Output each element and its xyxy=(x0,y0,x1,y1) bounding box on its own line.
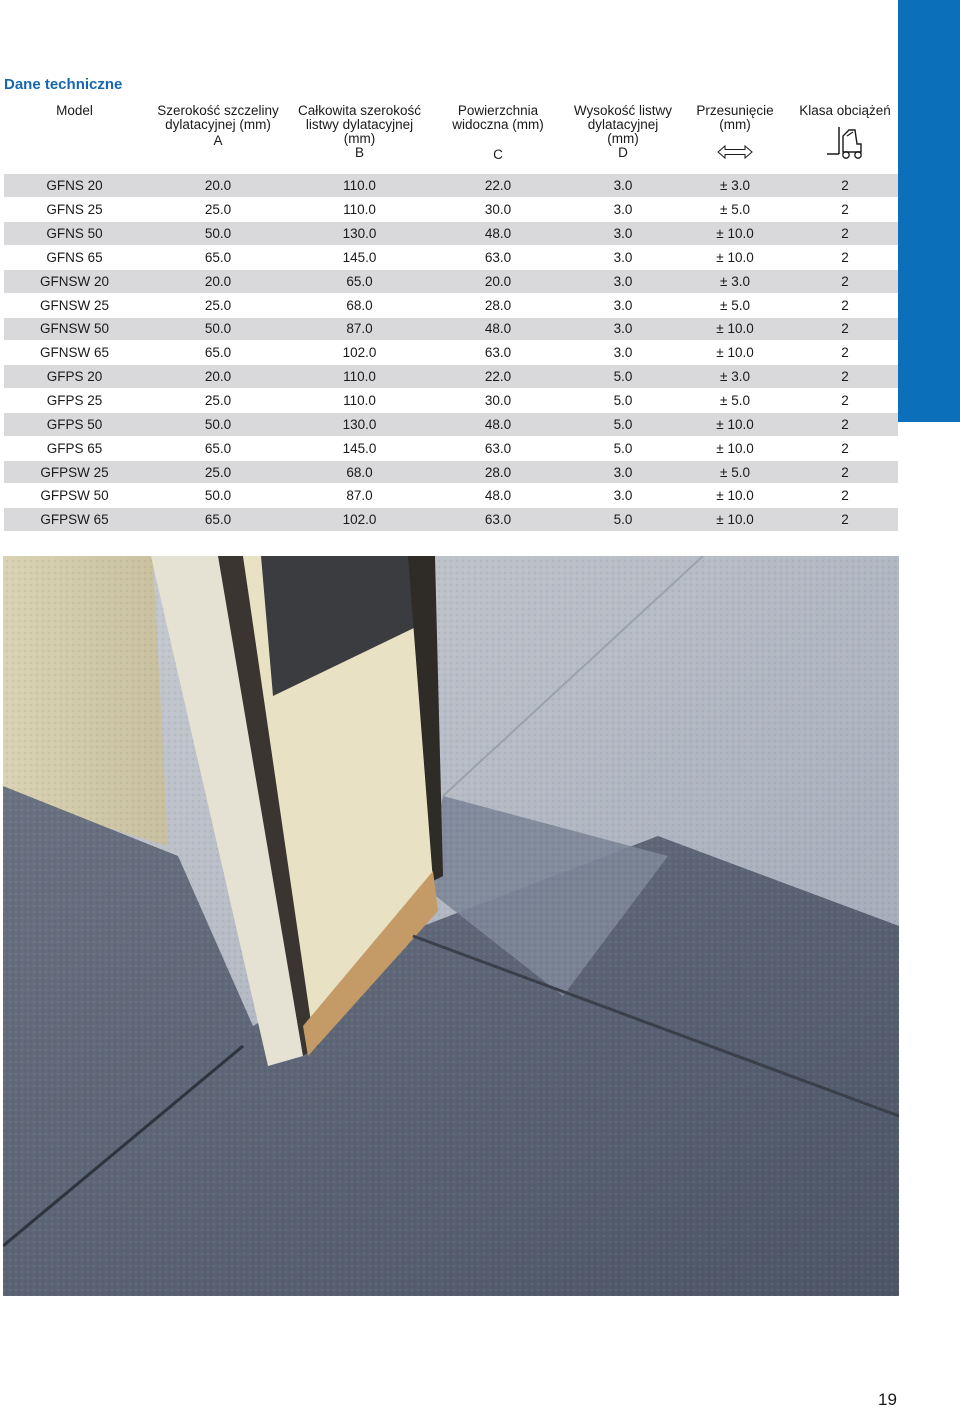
header-visible-surface: Powierzchnia widoczna (mm) C xyxy=(428,104,568,174)
cell-visible-surface: 63.0 xyxy=(428,436,568,460)
cell-profile-height: 3.0 xyxy=(568,317,678,341)
cell-profile-height: 3.0 xyxy=(568,198,678,222)
cell-model: GFPS 50 xyxy=(4,412,145,436)
cell-profile-height: 3.0 xyxy=(568,484,678,508)
header-movement: Przesunięcie (mm) xyxy=(678,104,792,174)
cell-movement: ± 10.0 xyxy=(678,317,792,341)
header-letter-b: B xyxy=(354,145,364,160)
cell-visible-surface: 22.0 xyxy=(428,365,568,389)
cell-total-width: 110.0 xyxy=(291,198,428,222)
cell-gap-width: 65.0 xyxy=(145,508,291,532)
header-letter-c: C xyxy=(493,147,503,162)
table-row xyxy=(4,174,898,198)
cell-load-class: 2 xyxy=(792,365,898,389)
cell-profile-height: 5.0 xyxy=(568,389,678,413)
section-title: Dane techniczne xyxy=(4,76,123,93)
cell-profile-height: 3.0 xyxy=(568,460,678,484)
cell-movement: ± 5.0 xyxy=(678,389,792,413)
cell-total-width: 145.0 xyxy=(291,246,428,270)
page-number: 19 xyxy=(878,1390,897,1407)
cell-model: GFNSW 50 xyxy=(4,317,145,341)
cell-model: GFPSW 50 xyxy=(4,484,145,508)
cell-gap-width: 65.0 xyxy=(145,436,291,460)
header-total-width: Całkowita szerokość listwy dylatacyjnej (mm) B xyxy=(297,103,422,160)
cell-movement: ± 5.0 xyxy=(678,198,792,222)
cell-visible-surface: 28.0 xyxy=(428,293,568,317)
cell-visible-surface: 30.0 xyxy=(428,198,568,222)
cell-total-width: 102.0 xyxy=(291,508,428,532)
cell-gap-width: 20.0 xyxy=(145,365,291,389)
cell-model: GFNS 50 xyxy=(4,222,145,246)
table-row xyxy=(4,412,898,436)
cell-visible-surface: 30.0 xyxy=(428,389,568,413)
cell-gap-width: 20.0 xyxy=(145,174,291,198)
cell-load-class: 2 xyxy=(792,317,898,341)
cell-load-class: 2 xyxy=(792,436,898,460)
cell-profile-height: 5.0 xyxy=(568,436,678,460)
cell-visible-surface: 20.0 xyxy=(428,269,568,293)
cell-load-class: 2 xyxy=(792,198,898,222)
cell-movement: ± 10.0 xyxy=(678,246,792,270)
table-row xyxy=(4,484,898,508)
header-load-class: Klasa obciążeń xyxy=(792,104,898,174)
table-row xyxy=(4,293,898,317)
cell-model: GFPSW 25 xyxy=(4,460,145,484)
cell-model: GFNS 25 xyxy=(4,198,145,222)
cell-load-class: 2 xyxy=(792,222,898,246)
cell-total-width: 102.0 xyxy=(291,341,428,365)
cell-visible-surface: 63.0 xyxy=(428,508,568,532)
side-tab-accent xyxy=(898,0,960,422)
cell-gap-width: 20.0 xyxy=(145,269,291,293)
cell-model: GFPS 65 xyxy=(4,436,145,460)
cell-visible-surface: 63.0 xyxy=(428,341,568,365)
cell-movement: ± 3.0 xyxy=(678,174,792,198)
cell-gap-width: 25.0 xyxy=(145,293,291,317)
floor-photo xyxy=(3,556,899,1296)
cell-visible-surface: 48.0 xyxy=(428,317,568,341)
cell-model: GFPS 20 xyxy=(4,365,145,389)
cell-profile-height: 5.0 xyxy=(568,412,678,436)
cell-load-class: 2 xyxy=(792,484,898,508)
table-row xyxy=(4,246,898,270)
cell-load-class: 2 xyxy=(792,269,898,293)
cell-total-width: 65.0 xyxy=(291,269,428,293)
cell-load-class: 2 xyxy=(792,293,898,317)
cell-movement: ± 5.0 xyxy=(678,293,792,317)
cell-total-width: 87.0 xyxy=(291,317,428,341)
header-letter-d: D xyxy=(618,145,628,160)
cell-gap-width: 50.0 xyxy=(145,317,291,341)
cell-load-class: 2 xyxy=(792,389,898,413)
cell-gap-width: 65.0 xyxy=(145,246,291,270)
cell-movement: ± 10.0 xyxy=(678,484,792,508)
cell-total-width: 145.0 xyxy=(291,436,428,460)
cell-movement: ± 10.0 xyxy=(678,222,792,246)
cell-total-width: 110.0 xyxy=(291,365,428,389)
cell-gap-width: 50.0 xyxy=(145,222,291,246)
cell-movement: ± 10.0 xyxy=(678,341,792,365)
table-row xyxy=(4,436,898,460)
cell-profile-height: 3.0 xyxy=(568,174,678,198)
forklift-icon xyxy=(792,124,898,154)
cell-gap-width: 50.0 xyxy=(145,412,291,436)
double-arrow-icon xyxy=(678,144,792,174)
cell-total-width: 68.0 xyxy=(291,293,428,317)
cell-gap-width: 25.0 xyxy=(145,460,291,484)
header-model: Model xyxy=(56,103,93,118)
cell-visible-surface: 22.0 xyxy=(428,174,568,198)
table-row xyxy=(4,389,898,413)
cell-profile-height: 5.0 xyxy=(568,508,678,532)
cell-profile-height: 5.0 xyxy=(568,365,678,389)
cell-movement: ± 3.0 xyxy=(678,365,792,389)
cell-model: GFNS 20 xyxy=(4,174,145,198)
cell-profile-height: 3.0 xyxy=(568,269,678,293)
cell-model: GFNSW 65 xyxy=(4,341,145,365)
cell-total-width: 130.0 xyxy=(291,222,428,246)
table-row xyxy=(4,222,898,246)
cell-model: GFNSW 25 xyxy=(4,293,145,317)
cell-visible-surface: 28.0 xyxy=(428,460,568,484)
cell-visible-surface: 48.0 xyxy=(428,484,568,508)
cell-movement: ± 10.0 xyxy=(678,508,792,532)
cell-visible-surface: 63.0 xyxy=(428,246,568,270)
cell-visible-surface: 48.0 xyxy=(428,222,568,246)
cell-movement: ± 10.0 xyxy=(678,412,792,436)
cell-load-class: 2 xyxy=(792,246,898,270)
cell-gap-width: 50.0 xyxy=(145,484,291,508)
cell-model: GFPS 25 xyxy=(4,389,145,413)
header-gap-width: Szerokość szczeliny dylatacyjnej (mm) A xyxy=(145,104,291,174)
cell-movement: ± 5.0 xyxy=(678,460,792,484)
cell-model: GFNSW 20 xyxy=(4,269,145,293)
cell-movement: ± 3.0 xyxy=(678,269,792,293)
cell-load-class: 2 xyxy=(792,412,898,436)
cell-gap-width: 65.0 xyxy=(145,341,291,365)
cell-movement: ± 10.0 xyxy=(678,436,792,460)
cell-model: GFPSW 65 xyxy=(4,508,145,532)
cell-profile-height: 3.0 xyxy=(568,222,678,246)
cell-visible-surface: 48.0 xyxy=(428,412,568,436)
table-row xyxy=(4,508,898,532)
cell-total-width: 130.0 xyxy=(291,412,428,436)
cell-profile-height: 3.0 xyxy=(568,246,678,270)
table-row xyxy=(4,365,898,389)
table-row xyxy=(4,269,898,293)
cell-total-width: 87.0 xyxy=(291,484,428,508)
cell-load-class: 2 xyxy=(792,508,898,532)
header-letter-a: A xyxy=(213,133,223,148)
cell-total-width: 110.0 xyxy=(291,174,428,198)
table-row xyxy=(4,341,898,365)
cell-load-class: 2 xyxy=(792,460,898,484)
technical-data-table xyxy=(4,104,898,532)
cell-profile-height: 3.0 xyxy=(568,341,678,365)
cell-gap-width: 25.0 xyxy=(145,389,291,413)
cell-load-class: 2 xyxy=(792,174,898,198)
cell-gap-width: 25.0 xyxy=(145,198,291,222)
table-row xyxy=(4,198,898,222)
cell-total-width: 68.0 xyxy=(291,460,428,484)
table-row xyxy=(4,317,898,341)
cell-profile-height: 3.0 xyxy=(568,293,678,317)
cell-load-class: 2 xyxy=(792,341,898,365)
table-row xyxy=(4,460,898,484)
cell-model: GFNS 65 xyxy=(4,246,145,270)
header-profile-height: Wysokość listwy dylatacyjnej (mm) D xyxy=(573,103,673,160)
table-header-row xyxy=(4,104,898,174)
cell-total-width: 110.0 xyxy=(291,389,428,413)
